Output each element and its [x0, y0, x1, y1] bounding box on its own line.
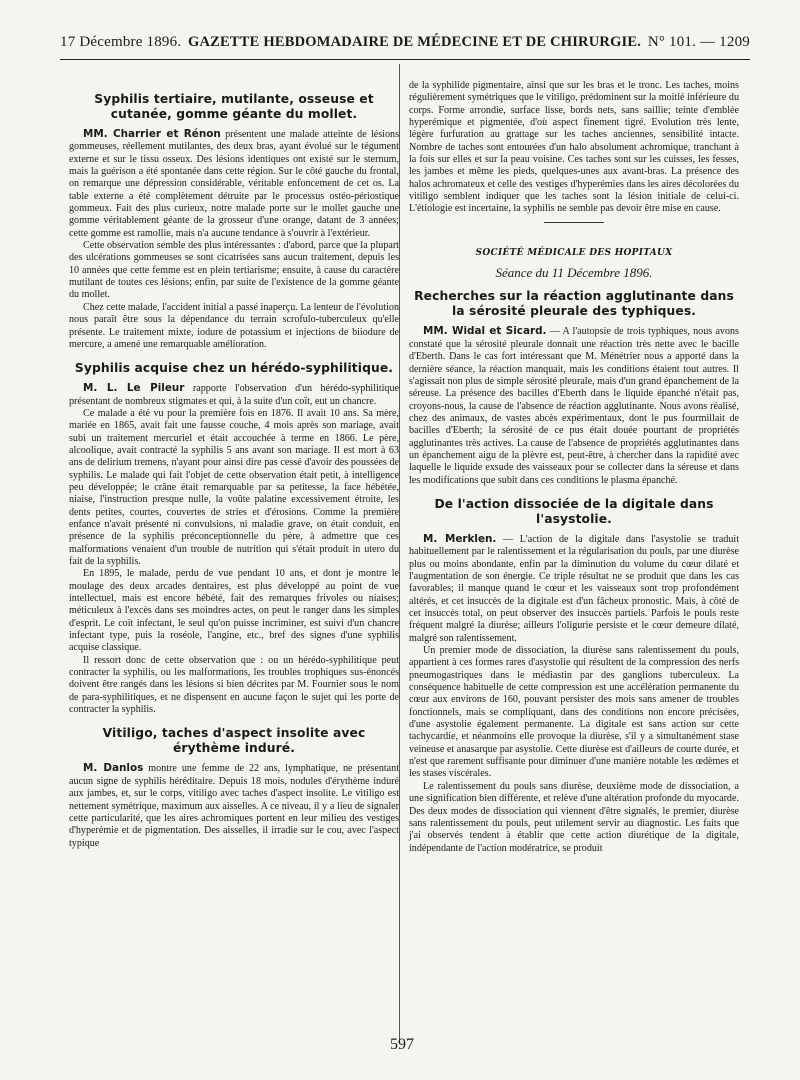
paragraph: MM. Widal et Sicard. — A l'autopsie de trois typhiques, nous avons constaté que la sérosité pleurale donnait une réaction très nette avec le bacille d'Eberth. Dans le cas fort intéressant que M. Ménétrier nous a apporté dans la dernière séance, la réaction manquait, mais les conditions étaient tout autres. Il s'agissait non plus de simple sérosité pleurale, mais d'un grand épanchement de la séreuse. La présence des bacilles d'Eberth dans le liquide épanché n'était pas, croyons-nous, la cause de l'absence de réaction agglutinante. Nous avons réalisé, chez des animaux, de vastes abcès expérimentaux, dont le pus fourmillait de bacilles d'Eberth; la sérosité de ce pus était douée pourtant de propriétés agglutinantes très actives. La cause de l'absence de propriétés agglutinantes dans un épanchement aigu de la plèvre est, peut-être, à chercher dans la rapidité avec laquelle le liquide exsude des vaisseaux pour se collecter dans la séreuse et dans les modifications que subit dans ces conditions le plasma épanché.: [409, 325, 739, 486]
session-date: Séance du 11 Décembre 1896.: [495, 265, 653, 281]
paragraph: Chez cette malade, l'accident initial a passé inaperçu. La lenteur de l'évolution nous paraît être sous la dépendance du terrain scrofulo-tuberculeux qu'elle présente. Le traitement mixte, iodure de potassium et injections de biiodure de mercure, a amené une remarquable amélioration.: [69, 301, 399, 350]
paragraph: Cette observation semble des plus intéressantes : d'abord, parce que la plupart des ulcérations gommeuses se sont cicatrisées sans aucun traitement, depuis les 10 années que cette femme est en plein tertiarisme; ensuite, à cause du caractère mutilant de toutes ces lésions; enfin, par suite de l'existence de la gomme géante du mollet.: [69, 240, 399, 301]
publication-title: GAZETTE HEBDOMADAIRE DE MÉDECINE ET DE CHIRURGIE.: [188, 34, 642, 50]
paragraph: En 1895, le malade, perdu de vue pendant 10 ans, et dont je montre le moulage des deux arcades dentaires, est plus développé au point de vue intellectuel, mais est encore hébété, fait des remarques frivoles ou niaises; méticuleux à l'excès dans ses moindres actes, on peut le ranger dans les simples d'esprit. Le coït infectant, le seul qu'on puisse incriminer, est suivi d'un chancre infectant type, puis la roséole, l'angine, etc., bref des signes d'une syphilis acquise classique.: [69, 568, 399, 654]
speaker-names: M. Merklen.: [423, 532, 497, 545]
paragraph: M. Merklen. — L'action de la digitale dans l'asystolie se traduit habituellement par le ralentissement et la régularisation du pouls, par une diurèse plus ou moins abondante, enfin par la diminution du volume du cœur dilaté et l'augmentation de son énergie. Ce triple résultat ne se produit que dans les cas favorables; il manque quand le cœur et les vaisseaux sont trop profondément altérés, et cet insuccès de la digitale est d'un fâcheux pronostic. Mais, à côté de cet insuccès total, on peut observer des insuccès partiels. Parfois le pouls reste fréquent malgré la diurèse; ailleurs l'oligurie persiste et le cœur demeure dilaté, malgré son ralentissement.: [409, 532, 740, 644]
section-rule: [544, 222, 604, 223]
paragraph: Le ralentissement du pouls sans diurèse, deuxième mode de dissociation, a une signification bien différente, et relève d'une altération profonde du myocarde. Des deux modes de dissociation qui viennent d'être signalés, le premier, diurèse sans ralentissement du pouls, peut utilement servir au diagnostic. Les faits que j'ai observés tendent à établir que cette action diurétique de la digitale, indépendante de l'action modératrice, se produit: [409, 780, 739, 854]
speaker-names: MM. Charrier et Rénon: [83, 128, 221, 140]
article-title: Syphilis tertiaire, mutilante, osseuse et cutanée, gomme géante du mollet.: [94, 92, 374, 121]
article-title: Vitiligo, taches d'aspect insolite avec érythème induré.: [102, 726, 366, 756]
paragraph: Ce malade a été vu pour la première fois en 1876. Il avait 10 ans. Sa mère, mariée en 1865, avait fait une fausse couche, 4 mois après son mariage, avait subi un traitement mercuriel et était accouchée à terme en 1866. Le père, alcoolique, avait contracté la syphilis 5 ans avant son mariage. Il est mort à 63 ans de delirium tremens, n'ayant pour ainsi dire pas cessé d'avoir des poussées de syphilis. Le malade qui fait l'objet de cette observation était petit, à intelligence peu développée; le crâne était remarquable par sa petitesse, la face hébétée, niaise, l'instruction presque nulle, la voûte palatine excessivement étroite, les dents petites, courtes, couvertes de stries et d'érosions. Comme la première enfance n'avait présenté ni convulsions, ni maladie grave, on était conduit, en présence de la syphilis préconceptionnelle du père, à admettre que ces malformations venaient d'un trouble de nutrition qui s'était produit in utero du fait de la syphilis.: [69, 407, 399, 567]
speaker-names: MM. Widal et Sicard.: [423, 325, 547, 338]
paragraph: M. Danlos montre une femme de 22 ans, lymphatique, ne présentant aucun signe de syphilis héréditaire. Depuis 18 mois, nodules d'érythème induré aux jambes, et, sur le corps, vitiligo avec taches d'aspect insolite. Le vitiligo est nettement symétrique, maximum aux aisselles. A ce niveau, il y a lieu de signaler cette particularité, que les aires achromiques portent en leur milieu des vestiges d'hyperémie et de pigmentation. Des aisselles, il irradie sur le cou, avec l'aspect typique: [69, 762, 399, 849]
running-header: [60, 34, 750, 60]
society-heading: SOCIÉTÉ MÉDICALE DES HOPITAUX: [475, 247, 673, 258]
paragraph: MM. Charrier et Rénon présentent une malade atteinte de lésions gommeuses, réellement mutilantes, des deux bras, ayant évolué sur le tégument externe et sur le tissu osseux. Des lésions identiques ont existé sur le sternum, mais la guérison a été spontanée dans cette région. Sur le côté gauche du frontal, on remarque une dépression considérable, véritable enfoncement de cet os. La table externe a été complètement détruite par le processus ostéo-périostique gommeux. Fait des plus curieux, notre malade porte sur le mollet gauche une gomme véritablement géante de la grosseur d'une orange, datant de 3 années; cette gomme est ramollie, mais n'a aucune tendance à s'ouvrir à l'extérieur.: [69, 128, 399, 239]
right-column: [409, 80, 739, 855]
issue-date: 17 Décembre 1896.: [60, 34, 182, 50]
page-number: 597: [390, 1036, 414, 1053]
paragraph: Un premier mode de dissociation, la diurèse sans ralentissement du pouls, appartient à ces formes rares d'asystolie qui résultent de la compression des nerfs pneumogastriques dans le médiastin par des ganglions tuberculeux. La conséquence habituelle de cette compression est une accélération permanente du cœur aux environs de 160, pouvant persister des mois sans amener de troubles fonctionnels, mais se compliquant, dans des conditions non encore précisées, d'une asystolie également permanente. La digitale est sans action sur cette tachycardie, et néanmoins elle provoque la diurèse, s'il y a simultanément stase veineuse et anasarque par asystolie. Cette diurèse est d'ailleurs de courte durée, et n'est que rarement suffisante pour diminuer d'une manière notable les œdèmes et les stases viscérales.: [409, 645, 739, 780]
paragraph: de la syphilide pigmentaire, ainsi que sur les bras et le tronc. Les taches, moins régulièrement symétriques que le vitiligo, prédominent sur la moitié inférieure du corps. Forme arrondie, surface lisse, bords nets, sans saillie; teinte d'emblée hyperémique et pigmentée, d'où aspect finement tigré. Evolution très lente, légère furfuration au grattage sur les taches anciennes, sensibilité intacte. Nombre de taches sont entourées d'un halo absolument achromique, tranchant à la fois sur elles et sur la peau voisine. Ces taches sont sur les cuisses, les fesses, les jambes et même les pieds, quelques-unes aux avant-bras. La présence des halos achromateux et celle des vestiges d'hyperémies dans les aires décolorées du vitiligo semblent indiquer que les taches sont la lésion initiale de celui-ci. L'étiologie est incertaine, la syphilis ne semble pas devoir être mise en cause.: [409, 80, 739, 215]
speaker-names: M. L. Le Pileur: [83, 382, 185, 395]
article-title: Syphilis acquise chez un hérédo-syphilitique.: [74, 361, 394, 376]
column-divider: [399, 64, 400, 1044]
paragraph: Il ressort donc de cette observation que : ou un hérédo-syphilitique peut contracter la syphilis, ou les malformations, les troubles trophiques sus-énoncés doivent être rangés dans les lésions si bien décrites par M. Fournier sous le nom de para-syphilitiques, et ne dispensent en aucune façon le sujet qui les porte de contracter la syphilis.: [69, 654, 399, 716]
article-title: Recherches sur la réaction agglutinante dans la sérosité pleurale des typhiques.: [414, 289, 734, 319]
issue-number: N° 101. — 1209: [647, 34, 750, 50]
article-title: De l'action dissociée de la digitale dans l'asystolie.: [434, 496, 714, 526]
left-column: [69, 78, 399, 850]
paragraph: M. L. Le Pileur rapporte l'observation d'un hérédo-syphilitique présentant de nombreux stigmates et qui, à la suite d'un coït, eut un chancre.: [69, 382, 399, 407]
speaker-names: M. Danlos: [83, 762, 144, 775]
